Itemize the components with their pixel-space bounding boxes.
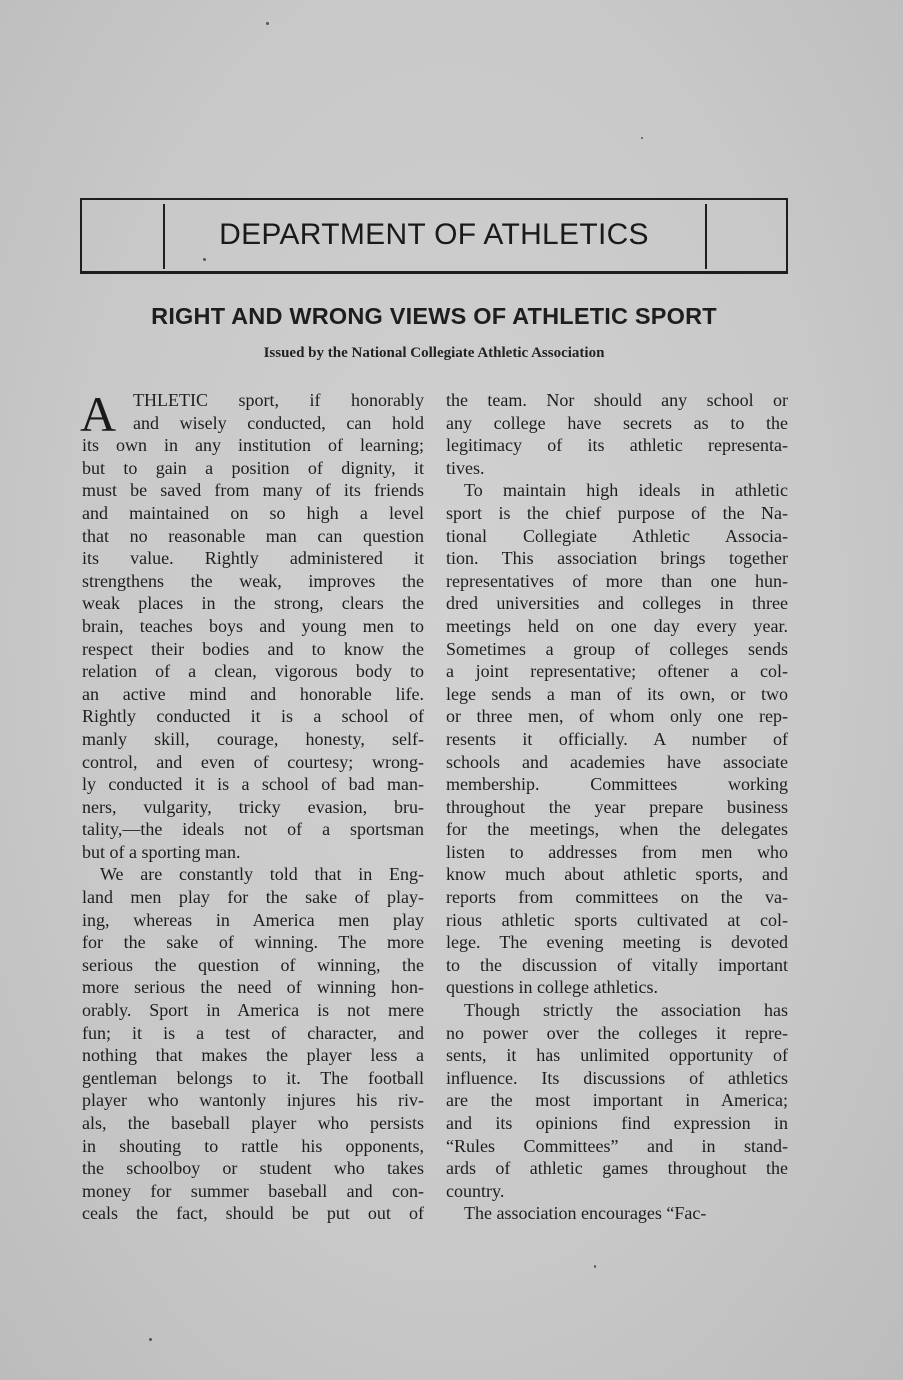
text-line: strengthens the weak, improves the bbox=[82, 570, 424, 591]
paper-speck bbox=[594, 1265, 596, 1268]
text-line: an active mind and honorable life. bbox=[82, 683, 424, 704]
header-divider-right bbox=[705, 204, 707, 269]
text-line: membership. Committees working bbox=[446, 774, 788, 795]
paper-speck bbox=[641, 137, 643, 139]
text-line: its own in any institution of learning; bbox=[82, 435, 424, 456]
text-line: nothing that makes the player less a bbox=[82, 1045, 424, 1066]
text-line: no power over the colleges it repre- bbox=[446, 1022, 788, 1043]
text-line: Rightly conducted it is a school of bbox=[82, 706, 424, 727]
text-line: rious athletic sports cultivated at col- bbox=[446, 909, 788, 930]
text-line: the schoolboy or student who takes bbox=[82, 1158, 424, 1179]
text-line: to the discussion of vitally important bbox=[446, 954, 788, 975]
text-line: tional Collegiate Athletic Associa- bbox=[446, 525, 788, 546]
text-line: sents, it has unlimited opportunity of bbox=[446, 1045, 788, 1066]
text-line: ards of athletic games throughout the bbox=[446, 1158, 788, 1179]
text-line: representatives of more than one hun- bbox=[446, 570, 788, 591]
text-line: “Rules Committees” and in stand- bbox=[446, 1135, 788, 1156]
text-line: orably. Sport in America is not mere bbox=[82, 1000, 424, 1021]
article-title: RIGHT AND WRONG VIEWS OF ATHLETIC SPORT bbox=[151, 303, 717, 329]
text-line: legitimacy of its athletic representa- bbox=[446, 435, 788, 456]
department-title: DEPARTMENT OF ATHLETICS bbox=[219, 218, 649, 251]
text-line: gentleman belongs to it. The football bbox=[82, 1067, 424, 1088]
text-line: know much about athletic sports, and bbox=[446, 864, 788, 885]
text-line: throughout the year prepare business bbox=[446, 796, 788, 817]
paper-speck bbox=[203, 258, 206, 261]
text-line: lege sends a man of its own, or two bbox=[446, 683, 788, 704]
text-line: country. bbox=[446, 1180, 505, 1201]
text-line: for the meetings, when the delegates bbox=[446, 819, 788, 840]
text-line: are the most important in America; bbox=[446, 1090, 788, 1111]
text-line: that no reasonable man can question bbox=[82, 525, 424, 546]
text-line: ing, whereas in America men play bbox=[82, 909, 424, 930]
text-line: more serious the need of winning hon- bbox=[82, 977, 424, 998]
text-line: weak places in the strong, clears the bbox=[82, 593, 424, 614]
text-line: a joint representative; oftener a col- bbox=[446, 661, 788, 682]
text-line: and wisely conducted, can hold bbox=[133, 412, 424, 433]
text-line: but to gain a position of dignity, it bbox=[82, 457, 424, 478]
text-line: Though strictly the association has bbox=[464, 1000, 788, 1021]
text-line: money for summer baseball and con- bbox=[82, 1180, 424, 1201]
text-line: tion. This association brings together bbox=[446, 548, 788, 569]
text-line: control, and even of courtesy; wrong- bbox=[82, 751, 424, 772]
text-line: ly conducted it is a school of bad man- bbox=[82, 774, 424, 795]
text-line: Sometimes a group of colleges sends bbox=[446, 638, 788, 659]
text-line: The association encourages “Fac- bbox=[464, 1203, 707, 1224]
text-line: its value. Rightly administered it bbox=[82, 548, 424, 569]
text-line: any college have secrets as to the bbox=[446, 412, 788, 433]
text-line: respect their bodies and to know the bbox=[82, 638, 424, 659]
text-line: ceals the fact, should be put out of bbox=[82, 1203, 424, 1224]
text-line: must be saved from many of its friends bbox=[82, 480, 424, 501]
text-line: or three men, of whom only one rep- bbox=[446, 706, 788, 727]
text-line: brain, teaches boys and young men to bbox=[82, 615, 424, 636]
header-divider-left bbox=[163, 204, 165, 269]
text-line: serious the question of winning, the bbox=[82, 954, 424, 975]
text-line: land men play for the sake of play- bbox=[82, 887, 424, 908]
paper-speck bbox=[149, 1338, 152, 1341]
drop-cap: A bbox=[80, 386, 117, 442]
text-line: in shouting to rattle his opponents, bbox=[82, 1135, 424, 1156]
right-column bbox=[446, 389, 788, 1225]
text-line: resents it officially. A number of bbox=[446, 728, 788, 749]
text-line: relation of a clean, vigorous body to bbox=[82, 661, 424, 682]
text-line: To maintain high ideals in athletic bbox=[464, 480, 788, 501]
text-line: THLETIC sport, if honorably bbox=[133, 390, 424, 410]
left-column bbox=[80, 386, 424, 1225]
article-issuer: Issued by the National Collegiate Athletic Association bbox=[263, 345, 605, 361]
text-line: tality,—the ideals not of a sportsman bbox=[82, 819, 424, 840]
text-line: fun; it is a test of character, and bbox=[82, 1022, 424, 1043]
text-line: lege. The evening meeting is devoted bbox=[446, 932, 788, 953]
text-line: schools and academies have associate bbox=[446, 751, 788, 772]
paper-speck bbox=[266, 22, 269, 25]
text-line: questions in college athletics. bbox=[446, 977, 658, 998]
text-line: the team. Nor should any school or bbox=[446, 390, 788, 410]
department-header-box bbox=[80, 198, 788, 274]
text-line: influence. Its discussions of athletics bbox=[446, 1067, 788, 1088]
text-line: meetings held on one day every year. bbox=[446, 615, 788, 636]
text-line: reports from committees on the va- bbox=[446, 887, 788, 908]
text-line: sport is the chief purpose of the Na- bbox=[446, 502, 788, 523]
text-line: We are constantly told that in Eng- bbox=[100, 864, 424, 885]
text-line: for the sake of winning. The more bbox=[82, 932, 424, 953]
text-line: ners, vulgarity, tricky evasion, bru- bbox=[82, 796, 424, 817]
text-line: but of a sporting man. bbox=[82, 841, 241, 862]
text-line: and maintained on so high a level bbox=[82, 502, 424, 523]
text-line: listen to addresses from men who bbox=[446, 841, 788, 862]
text-line: dred universities and colleges in three bbox=[446, 593, 788, 614]
text-line: als, the baseball player who persists bbox=[82, 1113, 424, 1133]
text-line: and its opinions find expression in bbox=[446, 1113, 788, 1133]
text-line: tives. bbox=[446, 457, 485, 478]
text-line: player who wantonly injures his riv- bbox=[82, 1090, 424, 1111]
text-line: manly skill, courage, honesty, self- bbox=[82, 728, 424, 749]
